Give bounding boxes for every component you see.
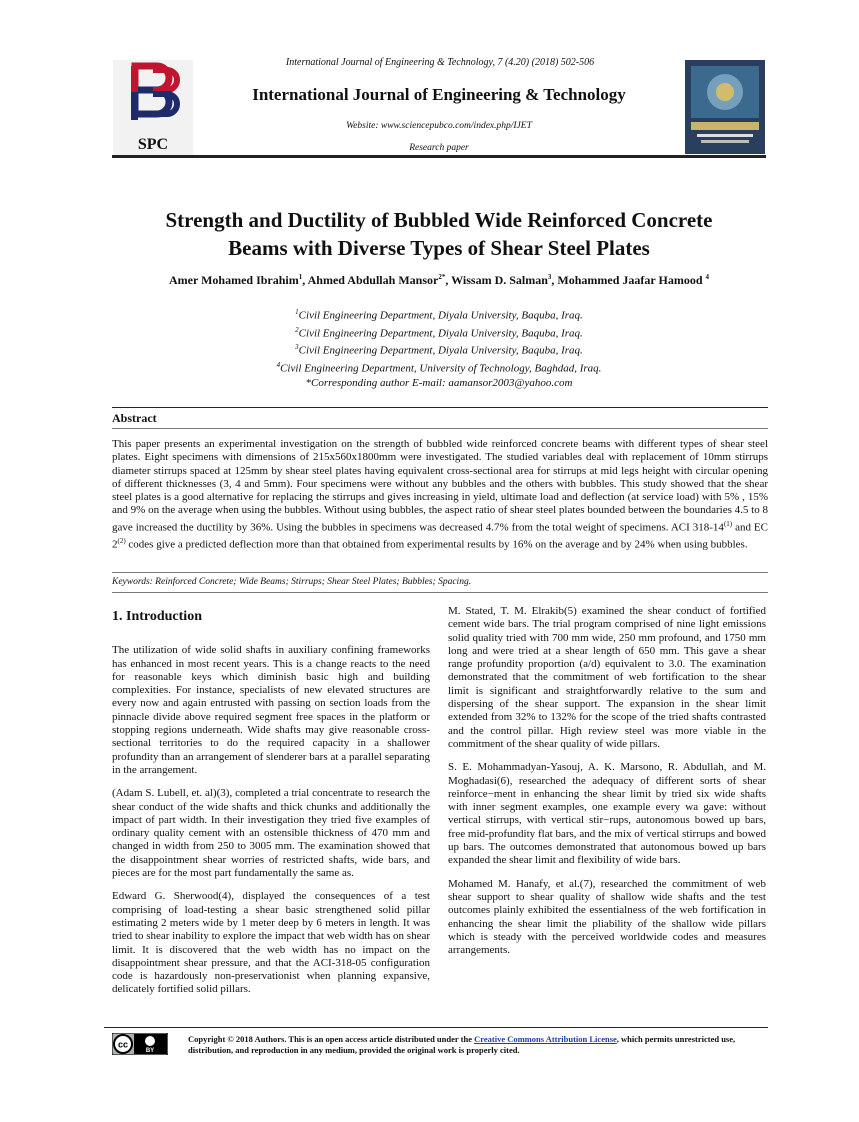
left-column [112,610,430,1007]
corresponding-author: *Corresponding author E-mail: aamansor2003@yahoo.com [305,376,573,389]
title-line-1: Strength and Ductility of Bubbled Wide Reinforced Concrete [165,208,713,232]
author-name: Ahmed Abdullah Mansor [307,273,439,287]
title-line-2: Beams with Diverse Types of Shear Steel Plates [228,236,650,260]
abstract-text: This paper presents an experimental investigation on the strength of bubbled wide reinforced concrete beams with different types of shear steel plates. Eight specimens with dimensions of 215x560x1800mm were investigated. The studied variables deal with replacement of 10mm stirrups diameter stirrups spaced at 125mm by shear steel plates having equivalent cross-sectional area for stirrups at mid legs height with circular opening of different thicknesses (3, 4 and 5mm). Four specimens were without any bubbles and the others with bubbles. This study showed that the shear steel plates is a good alternative for replacing the stirrups and gives increasing in yield, ultimate load and deflection (at service load) with 5% , 15% and 9% on the average when using the bubbles. Without using bubbles, the aspect ratio of shear steel plates bounded between the boundaries 4.5 to 8 gave increased the ductility by 36%. Using the bubbles in specimens was decreased 4.7% from the total weight of specimens. ACI 318-14$^{(1)}$ and EC 2$^{(2)}$ codes give a predicted deflection more than that obtained from experimental results by 16% on the average and by 24% when using bubbles. [112,438,768,551]
journal-cover-image [685,60,765,154]
paragraph: S. E. Mohammadyan-Yasouj, A. K. Marsono, R. Abdullah, and M. Moghadasi(6), researched the adequacy of different sorts of shear reinforce−ment in enhancing the shear limit by tried six wide shafts with inner segment examples, one example every wa gave: without vertical stirrups, with vertical stir−rups, autonomous bowed up bars, free mid-profundity flat bars, and the mix of vertical stirrups and bowed up bars. The outcomes demonstrated that autonomous bowed up bars expanded the shear limit and flexibility of wide bars. [448,761,766,867]
publisher-logo [113,60,193,155]
affiliations [112,305,766,390]
author-sup: 1 [298,273,303,281]
abstract-heading: Abstract [112,411,157,425]
affiliation: $^4$Civil Engineering Department, University of Technology, Baghdad, Iraq. [276,360,602,375]
section-heading-introduction: 1. Introduction [112,609,202,624]
paragraph: M. Stated, T. M. Elrakib(5) examined the shear conduct of fortified cement wide bars. The trial program comprised of nine light emissions solid quality tried with 700 mm wide, 250 mm profound, and 1750 mm long and were tried at a shear length of 650 mm. This gave a shear range profundity proportion (a/d) equivalent to 3.0. The examination demonstrated that the commitment of web fortification to the shear limit is significant and straightforwardly relative to the sum and dispersing of the shear support. The expansion in the shear limit extended from 32% to 132% for the scope of the tried shafts contrasted and the control pillar. High review steel was more viable in the commitment of the shear quality of wide pillars. [448,605,766,750]
journal-title: International Journal of Engineering & Technology [252,85,626,104]
author-list: Amer Mohamed Ibrahim$^1$, Ahmed Abdullah Mansor$^{2*}$, Wissam D. Salman$^3$, Mohammed Jaafar Hamood $^4$ [168,273,710,287]
paper-type: Research paper [409,143,469,153]
abstract-rule-bottom [112,572,768,573]
author-sup: 3 [547,273,552,281]
copyright-notice: Copyright © 2018 Authors. This is an open access article distributed under the Creative Commons Attribution License, which permits unrestricted use, distribution, and reproduction in any medium, provided the original work is properly cited. [188,1034,736,1055]
paragraph: The utilization of wide solid shafts in auxiliary confining frameworks has enhanced in most recent years. This is a change reacts to the need for reasonable keys which diminish basic high and building complexities. For instance, specialists of new elevated structures are every now and again entrusted with passing on section loads from the pinnacle divide above required segment free spaces in the platform or stopping regions underneath. Wide shafts may give reasonable cross-sectional territories to do the required capacity in a shallower profundity than an arrangement of slenderer bars at a parallel separating in the arrangement. [112,644,430,776]
cc-by-license-icon[interactable] [112,1033,168,1055]
affiliation: $^3$Civil Engineering Department, Diyala University, Baquba, Iraq. [295,343,583,357]
keywords-rule [112,592,768,593]
author-name: Amer Mohamed Ibrahim [168,273,299,287]
abstract-rule-top [112,407,768,408]
journal-website[interactable]: Website: www.sciencepubco.com/index.php/IJET [346,121,532,131]
affiliation: $^1$Civil Engineering Department, Diyala University, Baquba, Iraq. [295,308,583,322]
paper-title [112,206,766,262]
footer-rule [104,1027,768,1028]
author-name: Mohammed Jaafar Hamood [557,273,703,287]
author-sup: 2* [438,273,446,281]
paragraph: (Adam S. Lubell, et. al)(3), completed a trial concentrate to research the shear conduct of the wide shafts and thick chunks and additionally the impact of part width. In their investigation they tried five examples of ordinary quality cement with an ostensible thickness of 470 mm and changed in width from 250 to 3005 mm. The examination showed that the disappointment shear worries of restricted shafts, wide bars, and pieces are for the most part fundamentally the same as. [112,787,430,880]
right-column [448,605,766,967]
paragraph: Edward G. Sherwood(4), displayed the consequences of a test comprising of load-testing a shear basic strengthened solid pillar estimating 2 meters wide by 1 meter deep by 6 meters in length. It was tried to shear inability to explore the impact that web width has on shear limit. It is discovered that the web width has no impact on the disappointment shear pressure, and that the ACI-318-05 configuration code is hazardously non-preservationist when planning expansive, delicately fortified solid pillars. [112,890,430,996]
author-sup: 4 [705,273,710,281]
header-divider [112,155,766,158]
cc-label: cc [117,1039,129,1050]
journal-citation: International Journal of Engineering & Technology, 7 (4.20) (2018) 502-506 [285,57,595,68]
affiliation: $^2$Civil Engineering Department, Diyala University, Baquba, Iraq. [295,325,583,340]
abstract-rule-mid [112,428,768,429]
logo-text: SPC [137,136,169,153]
keywords: Keywords: Reinforced Concrete; Wide Beams; Stirrups; Shear Steel Plates; Bubbles; Spacing. [112,577,472,587]
paragraph: Mohamed M. Hanafy, et al.(7), researched the commitment of web shear support to shear quality of shallow wide shafts and the test outcomes plainly exhibited the essentialness of the web fortification in enhancing the shear limit the pliability of the shallow wide pillars which is steady with the perceived worldwide codes and measures arrangements. [448,877,766,957]
license-link[interactable]: Creative Commons Attribution License [474,1034,617,1044]
author-name: Wissam D. Salman [451,273,548,287]
by-label: BY [145,1048,155,1054]
